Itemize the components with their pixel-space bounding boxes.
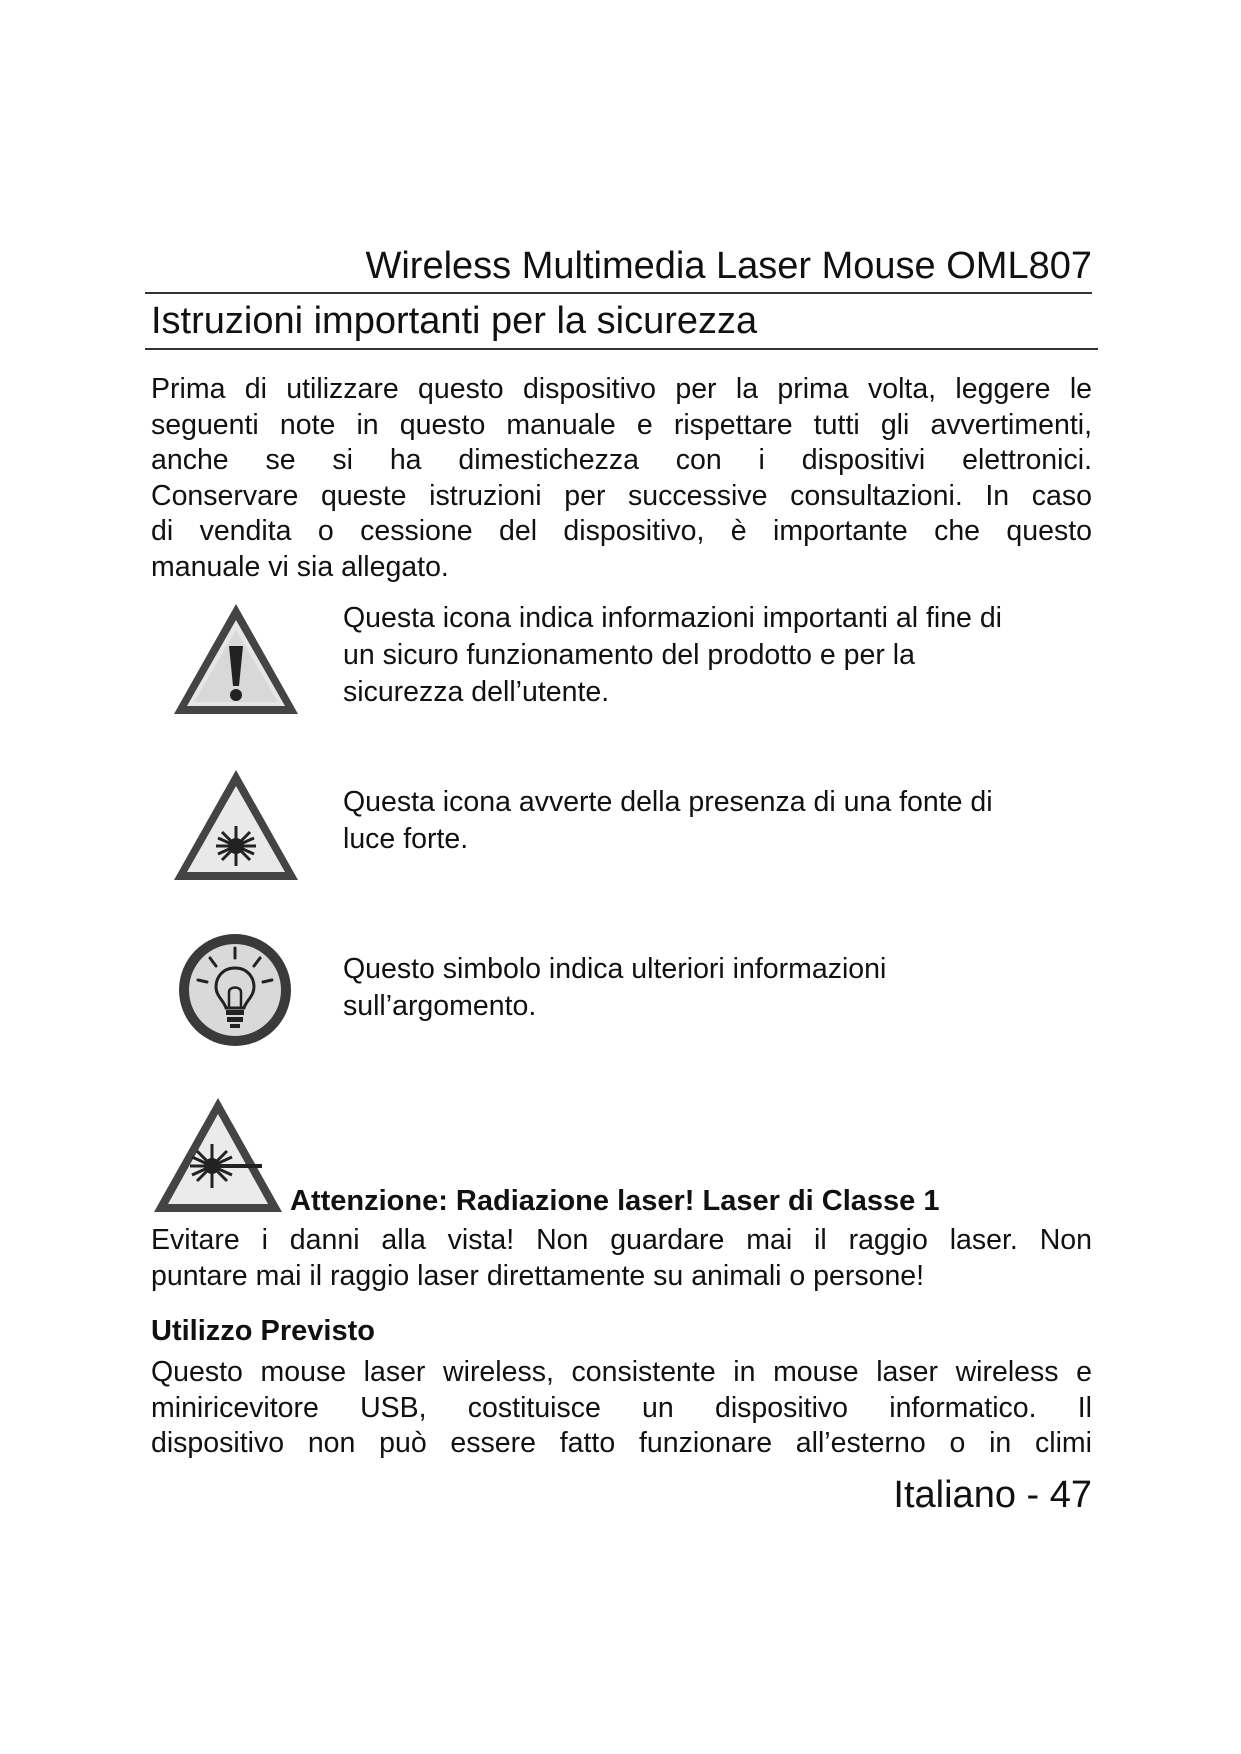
intended-use-line: Questo mouse laser wireless, consistente in mouse laser wireless e [151,1356,1092,1388]
intro-line: manuale vi sia allegato. [151,550,449,583]
icon-description-line: Questa icona avverte della presenza di una fonte di [343,786,993,818]
icon-description-line: Questo simbolo indica ulteriori informazioni [343,953,887,985]
icon-description-line: luce forte. [343,823,469,855]
intro-paragraph [151,372,1092,585]
page-number: Italiano - 47 [893,1474,1092,1516]
icon-description [343,784,1103,858]
laser-warning-line: Evitare i danni alla vista! Non guardare mai il raggio laser. Non [151,1224,1092,1256]
intro-line: Conservare queste istruzioni per successive consultazioni. In caso [151,479,1092,512]
intro-line: Prima di utilizzare questo dispositivo per la prima volta, leggere le [151,373,1092,405]
intended-use-line: miniricevitore USB, costituisce un dispositivo informatico. Il [151,1391,1092,1424]
laser-warning-heading: Attenzione: Radiazione laser! Laser di Classe 1 [290,1185,940,1217]
intended-use-line: dispositivo non può essere fatto funzionare all’esterno o in climi [151,1427,1092,1459]
icon-description-line: Questa icona indica informazioni importanti al fine di [343,602,1003,634]
warning-exclamation-icon [168,598,304,720]
intended-use-paragraph [151,1355,1092,1462]
icon-description-line: un sicuro funzionamento del prodotto e per la [343,639,915,671]
document-header-title: Wireless Multimedia Laser Mouse OML807 [365,245,1092,287]
icon-description-line: sicurezza dell’utente. [343,676,610,708]
laser-warning-paragraph [151,1223,1092,1294]
intro-line: anche se si ha dimestichezza con i dispositivi elettronici. [151,444,1092,476]
intended-use-heading: Utilizzo Previsto [151,1315,375,1347]
intro-line: seguenti note in questo manuale e rispettare tutti gli avvertimenti, [151,408,1092,441]
laser-radiation-warning-icon [150,1094,286,1216]
icon-description-line: sull’argomento. [343,990,537,1022]
icon-description [343,600,1103,711]
icon-description [343,951,1103,1025]
section-divider [145,348,1098,350]
intro-line: di vendita o cessione del dispositivo, è importante che questo [151,515,1092,547]
lightbulb-info-icon [174,930,296,1050]
section-title: Istruzioni importanti per la sicurezza [151,300,758,342]
bright-light-warning-icon [168,764,304,886]
header-divider [145,292,1092,294]
laser-warning-line: puntare mai il raggio laser direttamente su animali o persone! [151,1259,925,1292]
